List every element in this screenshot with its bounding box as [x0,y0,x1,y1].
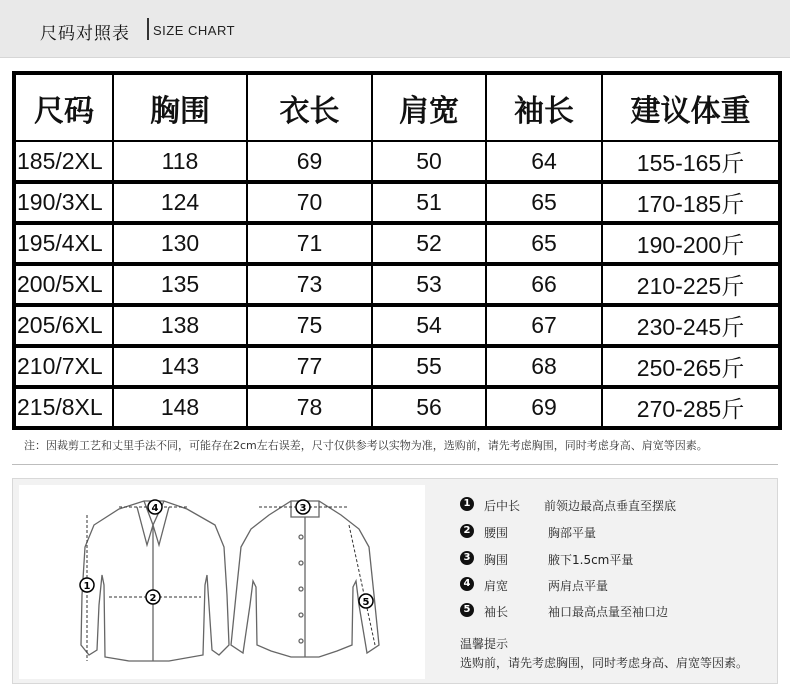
table-row [14,223,780,264]
table-cell: 54 [372,305,486,346]
header-length: 衣长 [247,73,372,141]
table-cell: 230-245斤 [602,305,780,346]
table-row [14,182,780,223]
size-table [12,71,782,430]
table-cell: 73 [247,264,372,305]
svg-text:3: 3 [299,503,307,514]
table-cell: 205/6XL [14,305,113,346]
legend-desc: 前领边最高点垂直至摆底 [544,499,677,513]
table-cell: 56 [372,387,486,428]
header-title-cn: 尺码对照表 [40,24,130,44]
table-cell: 130 [113,223,247,264]
header-weight: 建议体重 [602,73,780,141]
legend-number: 5 [460,603,474,617]
table-cell: 78 [247,387,372,428]
table-header-row [14,73,780,141]
table-cell: 71 [247,223,372,264]
table-cell: 67 [486,305,602,346]
table-cell: 200/5XL [14,264,113,305]
table-cell: 65 [486,223,602,264]
marker-2 [146,590,160,604]
table-cell: 77 [247,346,372,387]
tips-text: 选购前，请先考虑胸围，同时考虑身高、肩宽等因素。 [460,656,749,670]
table-cell: 148 [113,387,247,428]
header-title-en: SIZE CHART [153,23,236,38]
divider [12,464,778,465]
table-row [14,346,780,387]
table-cell: 185/2XL [14,141,113,182]
table-cell: 55 [372,346,486,387]
table-cell: 70 [247,182,372,223]
table-row [14,305,780,346]
marker-1 [80,578,94,592]
table-cell: 50 [372,141,486,182]
table-cell: 190-200斤 [602,223,780,264]
legend-desc: 胸部平量 [548,526,597,540]
tips-title: 温馨提示 [460,637,509,651]
marker-5 [359,594,373,608]
table-cell: 124 [113,182,247,223]
table-cell: 135 [113,264,247,305]
table-cell: 53 [372,264,486,305]
table-cell: 64 [486,141,602,182]
table-cell: 66 [486,264,602,305]
svg-text:1: 1 [83,581,91,592]
legend-number: 3 [460,551,474,565]
table-cell: 215/8XL [14,387,113,428]
size-note: 注：因裁剪工艺和丈里手法不同，可能存在2cm左右误差，尺寸仅供参考以实物为准，选购前，请先考虑胸围，同时考虑身高、肩宽等因素。 [24,439,708,452]
table-cell: 65 [486,182,602,223]
table-cell: 195/4XL [14,223,113,264]
table-cell: 69 [486,387,602,428]
table-cell: 52 [372,223,486,264]
table-cell: 170-185斤 [602,182,780,223]
legend-name: 肩宽 [484,579,509,593]
table-cell: 190/3XL [14,182,113,223]
tips [460,635,748,673]
header-shoulder: 肩宽 [372,73,486,141]
legend-number: 1 [460,497,474,511]
table-cell: 51 [372,182,486,223]
table-cell: 270-285斤 [602,387,780,428]
header-sleeve: 袖长 [486,73,602,141]
svg-text:2: 2 [149,593,157,604]
legend-desc: 腋下1.5cm平量 [548,553,634,567]
jacket-illustration [19,485,425,679]
table-cell: 68 [486,346,602,387]
marker-3 [296,500,310,514]
header-separator [147,18,149,40]
table-row [14,141,780,182]
legend-desc: 袖口最高点量至袖口边 [548,605,669,619]
legend-number: 2 [460,524,474,538]
legend-number: 4 [460,577,474,591]
table-cell: 210-225斤 [602,264,780,305]
table-cell: 138 [113,305,247,346]
table-cell: 250-265斤 [602,346,780,387]
table-cell: 75 [247,305,372,346]
svg-text:5: 5 [362,597,370,608]
table-cell: 118 [113,141,247,182]
legend-desc: 两肩点平量 [548,579,609,593]
legend-name: 袖长 [484,605,509,619]
table-row [14,387,780,428]
table-cell: 155-165斤 [602,141,780,182]
page-header [0,0,790,58]
header-chest: 胸围 [113,73,247,141]
legend-name: 胸围 [484,553,509,567]
svg-text:4: 4 [151,503,159,514]
jacket-diagram [19,485,425,679]
marker-4 [148,500,162,514]
table-cell: 69 [247,141,372,182]
legend-name: 后中长 [484,499,521,513]
header-size: 尺码 [14,73,113,141]
legend-name: 腰围 [484,526,509,540]
table-cell: 210/7XL [14,346,113,387]
table-cell: 143 [113,346,247,387]
table-row [14,264,780,305]
